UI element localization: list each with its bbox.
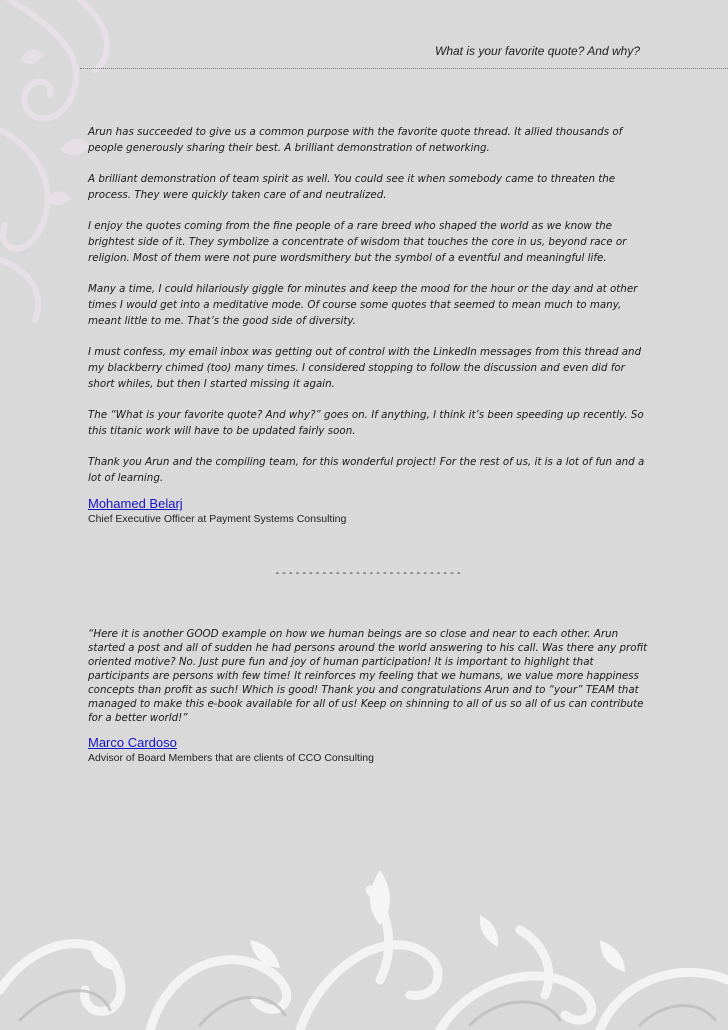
decorative-swirl-bottom — [0, 870, 728, 1030]
author-role: Advisor of Board Members that are clients of CCO Consulting — [88, 752, 374, 764]
header-title: What is your favorite quote? And why? — [435, 44, 640, 58]
section-divider: - - - - - - - - - - - - - - - - - - - - - - - - - - - - — [275, 567, 461, 579]
author-role: Chief Executive Officer at Payment Systems Consulting — [88, 513, 347, 525]
paragraph: Many a time, I could hilariously giggle for minutes and keep the mood for the hour or the day and at other times I would get into a meditative mode. Of course some quotes that seemed to mean much to many, meant little to me. That’s the good side of diversity. — [88, 283, 638, 327]
paragraph: A brilliant demonstration of team spirit as well. You could see it when somebody came to threaten the process. They were quickly taken care of and neutralized. — [88, 173, 616, 201]
paragraph: I enjoy the quotes coming from the fine people of a rare breed who shaped the world as we know the brightest side of it. They symbolize a concentrate of wisdom that touches the core in us, beyond race or religion. Most of them were not pure wordsmithery but the symbol of a eventful and meaningful life. — [88, 220, 627, 264]
author-link[interactable]: Mohamed Belarj — [88, 496, 183, 511]
testimonial-2 — [88, 627, 648, 764]
main-content — [88, 124, 648, 764]
paragraph: Thank you Arun and the compiling team, for this wonderful project! For the rest of us, it is a lot of fun and a lot of learning. — [88, 456, 645, 484]
paragraph: I must confess, my email inbox was getting out of control with the LinkedIn messages from this thread and my blackberry chimed (too) many times. I considered stopping to follow the discussion and even did for short whiles, but then I started missing it again. — [88, 346, 642, 390]
paragraph: The “What is your favorite quote? And why?” goes on. If anything, I think it’s been speeding up recently. So this titanic work will have to be updated fairly soon. — [88, 409, 644, 437]
testimonial-1 — [88, 124, 648, 525]
author-link[interactable]: Marco Cardoso — [88, 735, 177, 750]
header-divider — [80, 68, 728, 69]
quote-paragraph: “Here it is another GOOD example on how we human beings are so close and near to each other. Arun started a post and all of sudden he had persons around the world answering to his call. Was there any profit oriented motive? No. Just pure fun and joy of human participation! It is important to highlight that participants are persons with few time! It reinforces my feeling that we humans, we value more happiness concepts than profit as such! Which is good! Thank you and congratulations Arun and to “your” TEAM that managed to make this e-book available for all of us! Keep on shinning to all of us so all of us can contribute for a better world!” — [88, 628, 648, 724]
paragraph: Arun has succeeded to give us a common purpose with the favorite quote thread. It allied thousands of people generously sharing their best. A brilliant demonstration of networking. — [88, 126, 623, 154]
